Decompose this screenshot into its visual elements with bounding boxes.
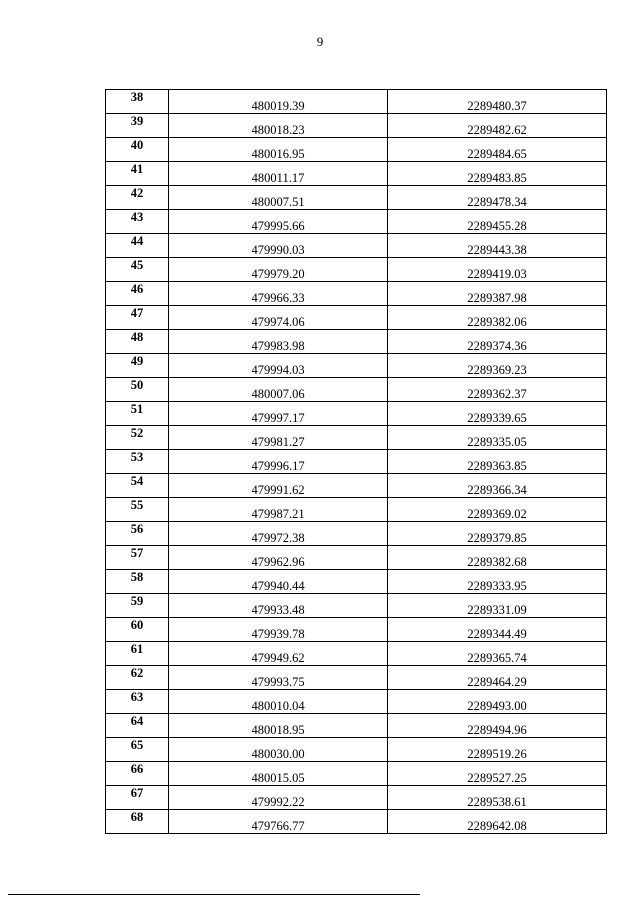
table-row <box>106 306 607 330</box>
x-coordinate-cell: 479933.48 <box>169 594 388 618</box>
y-coordinate-cell: 2289365.74 <box>388 642 607 666</box>
x-coordinate-cell: 480007.51 <box>169 186 388 210</box>
point-number-cell: 39 <box>106 114 169 138</box>
point-number-cell: 59 <box>106 594 169 618</box>
point-number-cell: 54 <box>106 474 169 498</box>
y-coordinate-cell: 2289464.29 <box>388 666 607 690</box>
x-coordinate-cell: 480010.04 <box>169 690 388 714</box>
x-coordinate-cell: 479995.66 <box>169 210 388 234</box>
coordinates-table <box>105 89 607 834</box>
table-row <box>106 402 607 426</box>
page-number: 9 <box>316 34 324 49</box>
point-number-cell: 60 <box>106 618 169 642</box>
table-row <box>106 378 607 402</box>
y-coordinate-cell: 2289339.65 <box>388 402 607 426</box>
x-coordinate-cell: 479974.06 <box>169 306 388 330</box>
x-coordinate-cell: 479979.20 <box>169 258 388 282</box>
table-row <box>106 450 607 474</box>
x-coordinate-cell: 479991.62 <box>169 474 388 498</box>
x-coordinate-cell: 480019.39 <box>169 90 388 114</box>
coordinates-table-body <box>106 90 607 834</box>
x-coordinate-cell: 480030.00 <box>169 738 388 762</box>
point-number-cell: 40 <box>106 138 169 162</box>
point-number-cell: 49 <box>106 354 169 378</box>
table-row <box>106 210 607 234</box>
table-row <box>106 738 607 762</box>
table-row <box>106 498 607 522</box>
y-coordinate-cell: 2289483.85 <box>388 162 607 186</box>
table-row <box>106 570 607 594</box>
point-number-cell: 38 <box>106 90 169 114</box>
x-coordinate-cell: 480016.95 <box>169 138 388 162</box>
x-coordinate-cell: 479972.38 <box>169 522 388 546</box>
y-coordinate-cell: 2289527.25 <box>388 762 607 786</box>
table-row <box>106 810 607 834</box>
table-row <box>106 690 607 714</box>
table-row <box>106 186 607 210</box>
y-coordinate-cell: 2289379.85 <box>388 522 607 546</box>
y-coordinate-cell: 2289363.85 <box>388 450 607 474</box>
point-number-cell: 52 <box>106 426 169 450</box>
y-coordinate-cell: 2289387.98 <box>388 282 607 306</box>
point-number-cell: 61 <box>106 642 169 666</box>
x-coordinate-cell: 479996.17 <box>169 450 388 474</box>
x-coordinate-cell: 479990.03 <box>169 234 388 258</box>
footnote-divider <box>8 894 420 895</box>
point-number-cell: 56 <box>106 522 169 546</box>
x-coordinate-cell: 479994.03 <box>169 354 388 378</box>
x-coordinate-cell: 479766.77 <box>169 810 388 834</box>
y-coordinate-cell: 2289538.61 <box>388 786 607 810</box>
point-number-cell: 51 <box>106 402 169 426</box>
y-coordinate-cell: 2289333.95 <box>388 570 607 594</box>
y-coordinate-cell: 2289482.62 <box>388 114 607 138</box>
point-number-cell: 45 <box>106 258 169 282</box>
point-number-cell: 57 <box>106 546 169 570</box>
x-coordinate-cell: 480015.05 <box>169 762 388 786</box>
table-row <box>106 618 607 642</box>
point-number-cell: 53 <box>106 450 169 474</box>
point-number-cell: 68 <box>106 810 169 834</box>
table-row <box>106 234 607 258</box>
y-coordinate-cell: 2289443.38 <box>388 234 607 258</box>
y-coordinate-cell: 2289369.23 <box>388 354 607 378</box>
point-number-cell: 41 <box>106 162 169 186</box>
y-coordinate-cell: 2289493.00 <box>388 690 607 714</box>
table-row <box>106 162 607 186</box>
table-row <box>106 594 607 618</box>
point-number-cell: 50 <box>106 378 169 402</box>
y-coordinate-cell: 2289484.65 <box>388 138 607 162</box>
table-row <box>106 762 607 786</box>
y-coordinate-cell: 2289382.06 <box>388 306 607 330</box>
point-number-cell: 47 <box>106 306 169 330</box>
table-row <box>106 138 607 162</box>
x-coordinate-cell: 479966.33 <box>169 282 388 306</box>
y-coordinate-cell: 2289478.34 <box>388 186 607 210</box>
x-coordinate-cell: 480007.06 <box>169 378 388 402</box>
x-coordinate-cell: 479981.27 <box>169 426 388 450</box>
table-row <box>106 354 607 378</box>
table-row <box>106 714 607 738</box>
table-row <box>106 114 607 138</box>
table-row <box>106 474 607 498</box>
x-coordinate-cell: 479992.22 <box>169 786 388 810</box>
x-coordinate-cell: 480018.95 <box>169 714 388 738</box>
y-coordinate-cell: 2289480.37 <box>388 90 607 114</box>
table-row <box>106 642 607 666</box>
table-row <box>106 258 607 282</box>
x-coordinate-cell: 479949.62 <box>169 642 388 666</box>
table-row <box>106 786 607 810</box>
y-coordinate-cell: 2289382.68 <box>388 546 607 570</box>
point-number-cell: 55 <box>106 498 169 522</box>
table-row <box>106 522 607 546</box>
point-number-cell: 62 <box>106 666 169 690</box>
point-number-cell: 58 <box>106 570 169 594</box>
table-row <box>106 546 607 570</box>
point-number-cell: 67 <box>106 786 169 810</box>
y-coordinate-cell: 2289642.08 <box>388 810 607 834</box>
x-coordinate-cell: 479993.75 <box>169 666 388 690</box>
x-coordinate-cell: 479962.96 <box>169 546 388 570</box>
x-coordinate-cell: 479939.78 <box>169 618 388 642</box>
x-coordinate-cell: 479987.21 <box>169 498 388 522</box>
table-row <box>106 666 607 690</box>
y-coordinate-cell: 2289344.49 <box>388 618 607 642</box>
point-number-cell: 64 <box>106 714 169 738</box>
point-number-cell: 43 <box>106 210 169 234</box>
y-coordinate-cell: 2289374.36 <box>388 330 607 354</box>
point-number-cell: 44 <box>106 234 169 258</box>
x-coordinate-cell: 479983.98 <box>169 330 388 354</box>
x-coordinate-cell: 480011.17 <box>169 162 388 186</box>
y-coordinate-cell: 2289331.09 <box>388 594 607 618</box>
table-row <box>106 90 607 114</box>
table-row <box>106 426 607 450</box>
y-coordinate-cell: 2289494.96 <box>388 714 607 738</box>
x-coordinate-cell: 480018.23 <box>169 114 388 138</box>
y-coordinate-cell: 2289335.05 <box>388 426 607 450</box>
point-number-cell: 66 <box>106 762 169 786</box>
y-coordinate-cell: 2289455.28 <box>388 210 607 234</box>
x-coordinate-cell: 479997.17 <box>169 402 388 426</box>
table-row <box>106 282 607 306</box>
point-number-cell: 65 <box>106 738 169 762</box>
point-number-cell: 48 <box>106 330 169 354</box>
y-coordinate-cell: 2289369.02 <box>388 498 607 522</box>
point-number-cell: 42 <box>106 186 169 210</box>
point-number-cell: 46 <box>106 282 169 306</box>
y-coordinate-cell: 2289366.34 <box>388 474 607 498</box>
y-coordinate-cell: 2289519.26 <box>388 738 607 762</box>
y-coordinate-cell: 2289419.03 <box>388 258 607 282</box>
table-row <box>106 330 607 354</box>
y-coordinate-cell: 2289362.37 <box>388 378 607 402</box>
x-coordinate-cell: 479940.44 <box>169 570 388 594</box>
point-number-cell: 63 <box>106 690 169 714</box>
